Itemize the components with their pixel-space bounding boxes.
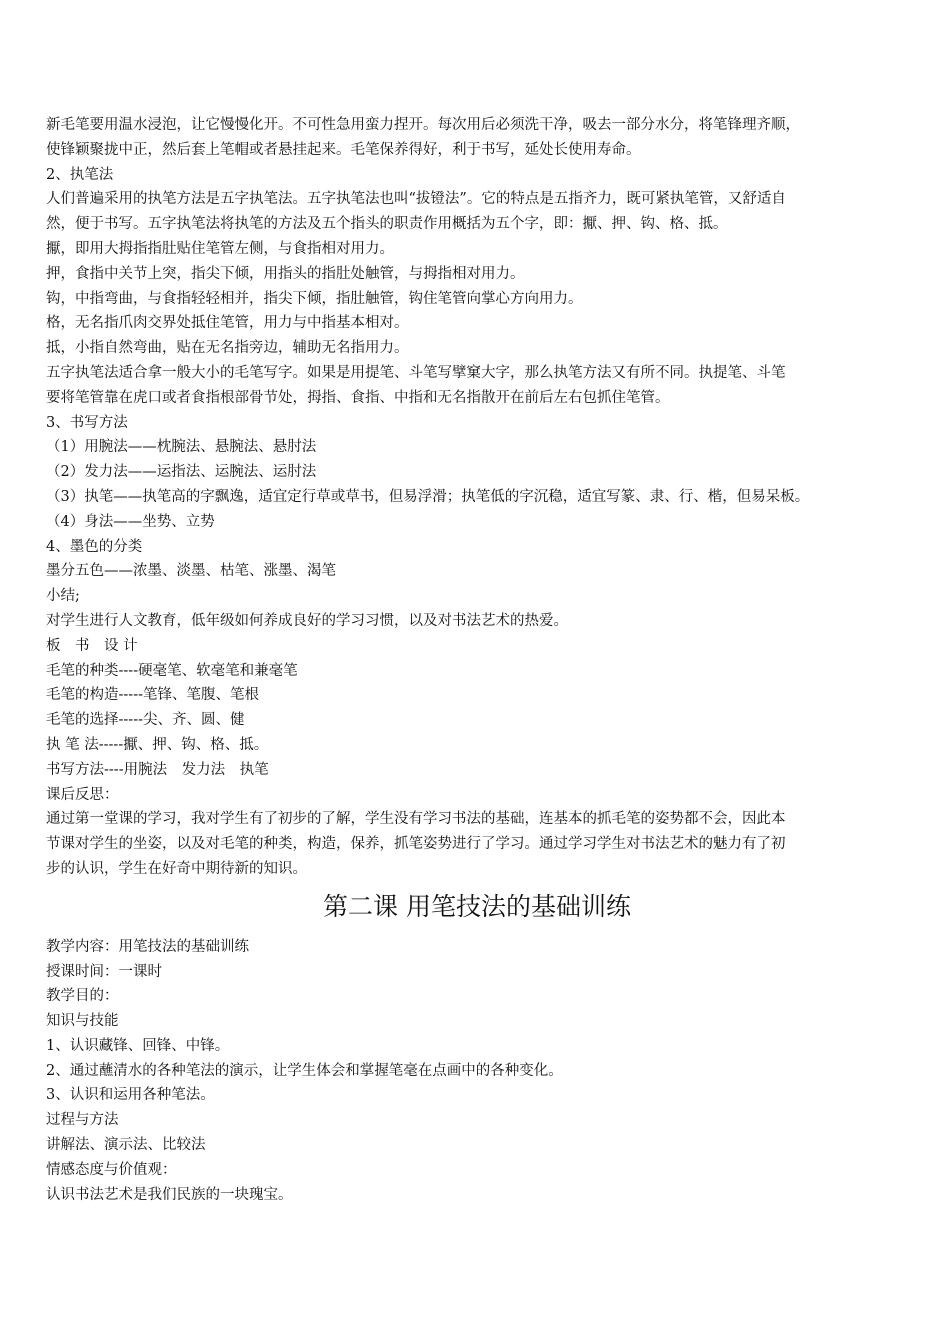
text-line: 钩，中指弯曲，与食指轻轻相并，指尖下倾，指肚触管，钩住笔管向掌心方向用力。 [46,290,583,307]
text-line: 执 笔 法-----擫、押、钩、格、抵。 [46,736,269,753]
text-line: 授课时间：一课时 [46,963,162,980]
text-line: 情感态度与价值观： [46,1161,177,1178]
text-line: 擫，即用大拇指指肚贴住笔管左侧，与食指相对用力。 [46,240,394,257]
text-line: 使锋颖聚拢中正，然后套上笔帽或者悬挂起来。毛笔保养得好，利于书写，延处长使用寿命。 [46,141,641,158]
lesson-two-section [46,935,908,1208]
text-line: （4）身法——坐势、立势 [46,513,215,530]
text-line: 然，便于书写。五字执笔法将执笔的方法及五个指头的职责作用概括为五个字，即：擫、押、钩、格、抵。 [46,216,728,233]
text-line: 教学目的： [46,988,119,1005]
lesson-two-title: 第二课 用笔技法的基础训练 [323,891,631,921]
text-line: 教学内容：用笔技法的基础训练 [46,938,249,955]
text-line: 知识与技能 [46,1013,119,1030]
document-content [46,113,908,1207]
text-line: 2、执笔法 [46,166,114,183]
text-line: 1、认识藏锋、回锋、中锋。 [46,1037,230,1054]
lesson-one-section [46,113,908,882]
text-line: 节课对学生的坐姿，以及对毛笔的种类，构造，保养，抓笔姿势进行了学习。通过学习学生对书法艺术的魅力有了初 [46,836,786,853]
text-line: 押，食指中关节上突，指尖下倾，用指头的指肚处触管，与拇指相对用力。 [46,265,525,282]
text-line: 毛笔的构造-----笔锋、笔腹、笔根 [46,687,259,704]
text-line: 讲解法、演示法、比较法 [46,1137,206,1154]
text-line: 2、通过蘸清水的各种笔法的演示，让学生体会和掌握笔毫在点画中的各种变化。 [46,1062,563,1079]
text-line: 4、墨色的分类 [46,538,143,555]
text-line: （1）用腕法——枕腕法、悬腕法、悬肘法 [46,439,317,456]
text-line: （2）发力法——运指法、运腕法、运肘法 [46,464,317,481]
text-line: 五字执笔法适合拿一般大小的毛笔写字。如果是用提笔、斗笔写擘窠大字，那么执笔方法又有所不同。执提笔、斗笔 [46,364,786,381]
text-line: 格，无名指爪肉交界处抵住笔管，用力与中指基本相对。 [46,315,409,332]
text-line: 毛笔的种类----硬毫笔、软毫笔和兼毫笔 [46,662,298,679]
text-line: 板 书 设 计 [46,637,138,654]
text-line: 抵，小指自然弯曲，贴在无名指旁边，辅助无名指用力。 [46,340,409,357]
text-line: 3、认识和运用各种笔法。 [46,1087,215,1104]
text-line: 书写方法----用腕法 发力法 执笔 [46,761,269,778]
text-line: 过程与方法 [46,1112,119,1129]
text-line: 人们普遍采用的执笔方法是五字执笔法。五字执笔法也叫“拔镫法”。它的特点是五指齐力，既可紧执笔管，又舒适自 [46,191,786,208]
text-line: 毛笔的选择-----尖、齐、圆、健 [46,712,245,729]
text-line: （3）执笔——执笔高的字飘逸，适宜定行草或草书，但易浮滑；执笔低的字沉稳，适宜写篆、隶、行、楷，但易呆板。 [46,488,810,505]
text-line: 要将笔管靠在虎口或者食指根部骨节处，拇指、食指、中指和无名指散开在前后左右包抓住笔管。 [46,389,670,406]
text-line: 认识书法艺术是我们民族的一块瑰宝。 [46,1186,293,1203]
text-line: 对学生进行人文教育，低年级如何养成良好的学习习惯，以及对书法艺术的热爱。 [46,612,568,629]
text-line: 新毛笔要用温水浸泡，让它慢慢化开。不可性急用蛮力捏开。每次用后必须洗干净，吸去一部分水分，将笔锋理齐顺， [46,117,800,133]
text-line: 课后反思： [46,786,119,803]
text-line: 墨分五色——浓墨、淡墨、枯笔、涨墨、渴笔 [46,563,336,580]
text-line: 小结; [46,588,80,605]
text-line: 3、书写方法 [46,414,128,431]
text-line: 通过第一堂课的学习，我对学生有了初步的了解，学生没有学习书法的基础，连基本的抓毛笔的姿势都不会，因此本 [46,811,786,828]
text-line: 步的认识，学生在好奇中期待新的知识。 [46,860,307,877]
